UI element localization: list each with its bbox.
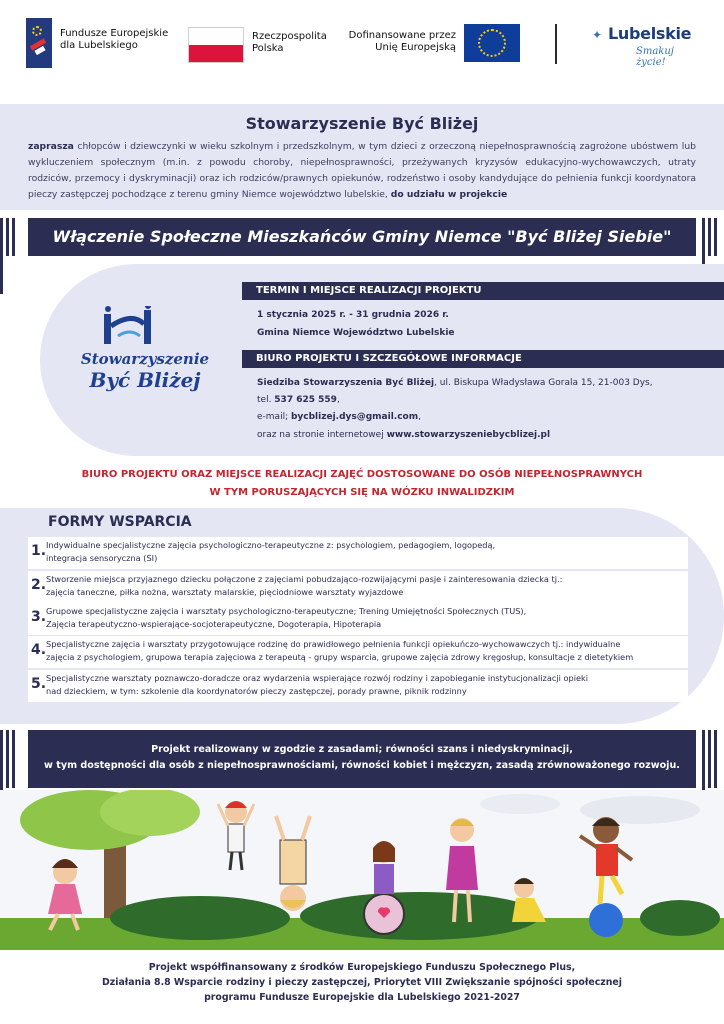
decor-stripes-left [0,218,22,256]
fe-mark-icon [26,18,52,68]
eu-flag-icon [464,24,520,62]
project-title-banner: Włączenie Społeczne Mieszkańców Gminy Niemce "Być Bliżej Siebie" [28,218,696,256]
support-item: 2. Stworzenie miejsca przyjaznego dziecku połączone z zajęciami pobudzająco-rozwijającymi pasje i zainteresowania dziecka tj.: zajęcia taneczne, piłka nożna, warsztaty malarskie, pięciodniowe warsztaty wyjazdowe [28,571,688,603]
support-item: 1. Indywidualne specjalistyczne zajęcia psychologiczno-terapeutyczne z: psychologiem, pedagogiem, logopedą, integracja sensoryczna (SI) [28,537,688,569]
rzeczpospolita-polska-logo [188,27,338,63]
footer-line2: Działania 8.8 Wsparcie rodziny i pieczy zastępczej, Priorytet VIII Zwiększanie spójności społecznej [102,977,622,988]
support-item: 5. Specjalistyczne warsztaty poznawczo-doradcze oraz wydarzenia wspierające rozwój rodziny i zapobieganie instytucjonalizacji opieki nad dzieckiem, w tym: szkolenie dla koordynatorów pieczy zastępczej, porady prawne, piknik rodzinny [28,670,688,702]
office-address: Siedziba Stowarzyszenia Być Bliżej, ul. Biskupa Władysława Gorala 15, 21-003 Dys, [257,378,653,388]
accessibility-line2: W TYM PORUSZAJĄCYCH SIĘ NA WÓZKU INWALIDZKIM [209,487,515,498]
accessibility-line1: BIURO PROJEKTU ORAZ MIEJSCE REALIZACJI ZAJĘĆ DOSTOSOWANE DO OSÓB NIEPEŁNOSPRAWNYCH [81,469,643,480]
project-title-row [0,218,724,256]
eu-logo-text: Dofinansowane przez Unię Europejską [348,30,456,53]
decor-stripes-right [702,730,724,788]
office-phone: tel. 537 625 559, [257,395,340,405]
lubelskie-logo [592,22,702,66]
intro-body: chłopców i dziewczynki w wieku szkolnym i przedszkolnym, w tym dzieci z orzeczoną niepełnosprawnością zagrożone ubóstwem lub wykluczeniem społecznym (m.in. z powodu choroby, niepełnosprawności, przeżywanych kryzysów edukacyjno-wychowawczych, utraty rodziców, przemocy i dyskryminacji) oraz ich rodziców/prawnych opiekunów, rodzeństwo i osoby kandydujące do pełnienia funkcji koordynatora pieczy zastępczej pochodzące z terenu gminy Niemce województwo lubelskie, [28,141,696,200]
office-email[interactable]: e-mail; bycblizej.dys@gmail.com, [257,412,421,422]
intro-tail: do udziału w projekcie [390,189,508,200]
footer-line3: programu Fundusze Europejskie dla Lubelskiego 2021-2027 [204,992,520,1003]
intro-lead: zaprasza [28,141,74,152]
pl-logo-text: Rzeczpospolita Polska [252,31,327,54]
fe-logo-text: Fundusze Europejskie dla Lubelskiego [60,28,169,51]
project-place: Gmina Niemce Województwo Lubelskie [257,328,455,338]
intro-section [0,104,724,210]
children-playing-illustration [0,790,724,950]
office-website[interactable]: oraz na stronie internetowej www.stowarzyszeniebycblizej.pl [257,430,551,440]
support-item: 4. Specjalistyczne zajęcia i warsztaty przygotowujące rodzinę do prawidłowego pełnienia funkcji opiekuńczo-wychowawczych tj.: indywidualne zajęcia z psychologiem, grupowa terapia zajęciowa z terapeutą - grupy wsparcia, grupowe zajęcia zdrowy kręgosłup, konsultacje z dietetykiem [28,636,688,668]
fundusze-europejskie-logo [26,18,176,68]
principles-row [0,730,724,788]
project-dates: 1 stycznia 2025 r. - 31 grudnia 2026 r. [257,310,449,320]
support-forms-title: FORMY WSPARCIA [48,514,192,530]
decor-stripes-left [0,730,22,788]
organization-logo-line1: Stowarzyszenie [80,350,210,368]
organization-mark-icon [100,306,164,346]
logo-divider [555,24,557,64]
logo-strip [0,0,724,100]
eu-funding-logo [346,24,520,66]
organization-logo-line2: Być Bliżej [89,368,201,392]
support-item: 3. Grupowe specjalistyczne zajęcia i warsztaty psychologiczno-terapeutyczne; Trening Umiejętności Społecznych (TUS), Zajęcia terapeutyczno-wspierające-socjoterapeutyczne, Dogoterapia, Hipoterapia [28,603,688,635]
organization-logo [60,298,230,398]
term-heading: TERMIN I MIEJSCE REALIZACJI PROJEKTU [242,282,724,300]
principles-banner: Projekt realizowany w zgodzie z zasadami; równości szans i niedyskryminacji, w tym dostępności dla osób z niepełnosprawnościami, równości kobiet i mężczyzn, zasadą zrównoważonego rozwoju. [28,730,696,788]
office-heading: BIURO PROJEKTU I SZCZEGÓŁOWE INFORMACJE [242,350,724,368]
polish-flag-icon [188,27,244,63]
decor-stripes-right [702,218,724,256]
intro-paragraph [28,139,696,203]
lubelskie-logo-text: Lubelskie [608,24,692,43]
footer-line1: Projekt współfinansowany z środków Europejskiego Funduszu Społecznego Plus, [148,962,576,973]
funding-footer [60,960,664,1005]
lubelskie-stars-icon: ✦ [592,28,603,42]
accessibility-notice [60,466,664,502]
lubelskie-slogan: Smakuj życie! [636,46,674,68]
organization-title: Stowarzyszenie Być Bliżej [245,114,479,133]
